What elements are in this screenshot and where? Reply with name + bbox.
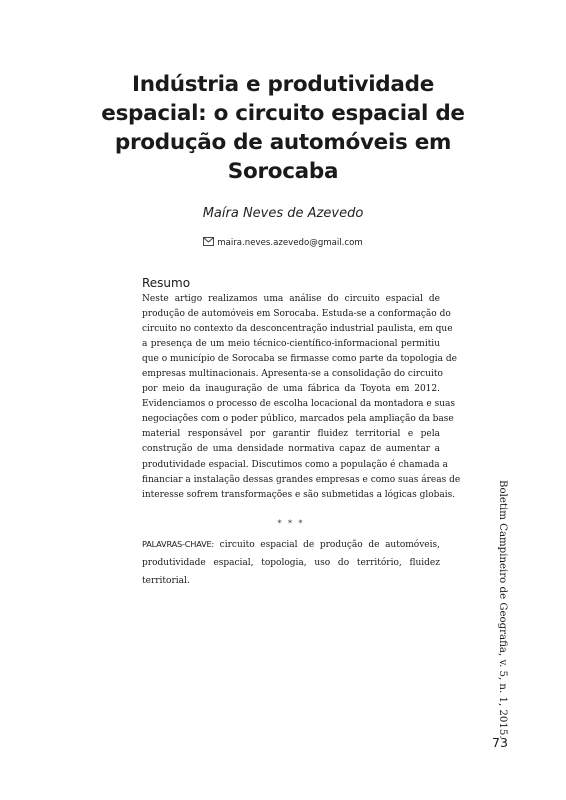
abstract-line: material responsável por garantir fluidez territorial e pela (142, 429, 440, 440)
abstract-line: construção de uma densidade normativa capaz de aumentar a (142, 444, 440, 455)
keywords-line: territorial. (142, 576, 190, 586)
article-title (100, 70, 466, 186)
abstract-line: circuito no contexto da desconcentração industrial paulista, em que (142, 324, 453, 335)
author-name: Maíra Neves de Azevedo (202, 206, 364, 221)
keywords-label: PALAVRAS-CHAVE: (142, 539, 215, 549)
keywords-line (142, 535, 440, 554)
title-line: espacial: o circuito espacial de (101, 101, 465, 126)
author-email-row (0, 237, 566, 249)
abstract-line: a presença de um meio técnico-científico-informacional permitiu (142, 339, 440, 350)
keywords-text: circuito espacial de produção de automóveis, (214, 540, 440, 550)
abstract-body (142, 292, 461, 503)
abstract-line: empresas multinacionais. Apresenta-se a consolidação do circuito (142, 369, 443, 380)
abstract-line: negociações com o poder público, marcados pela ampliação da base (142, 414, 454, 425)
title-line: Sorocaba (227, 159, 339, 184)
author-email-link[interactable]: maira.neves.azevedo@gmail.com (217, 238, 363, 248)
title-line: produção de automóveis em (114, 130, 452, 155)
abstract-line: por meio da inauguração de uma fábrica da Toyota em 2012. (142, 384, 440, 395)
abstract-line: produção de automóveis em Sorocaba. Estuda-se a conformação do (142, 309, 451, 320)
abstract-heading: Resumo (142, 276, 191, 290)
section-separator: * * * (277, 519, 305, 528)
page-number: 73 (492, 735, 508, 750)
abstract-line: produtividade espacial. Discutimos como a população é chamada a (142, 459, 448, 470)
envelope-icon (203, 237, 214, 249)
title-line: Indústria e produtividade (132, 72, 434, 97)
keywords-line: produtividade espacial, topologia, uso do território, fluidez (142, 558, 440, 568)
abstract-line: interesse sofrem transformações e são submetidas a lógicas globais. (142, 489, 456, 500)
abstract-line: financiar a instalação dessas grandes empresas e como suas áreas de (142, 474, 461, 485)
abstract-line: Neste artigo realizamos uma análise do circuito espacial de (142, 294, 440, 304)
journal-citation: Boletim Campineiro de Geografia, v. 5, n. 1, 2015. (497, 480, 508, 739)
abstract-line: Evidenciamos o processo de escolha locacional da montadora e suas (142, 399, 455, 410)
abstract-line: que o município de Sorocaba se firmasse como parte da topologia de (142, 354, 457, 365)
keywords-block (142, 535, 440, 590)
